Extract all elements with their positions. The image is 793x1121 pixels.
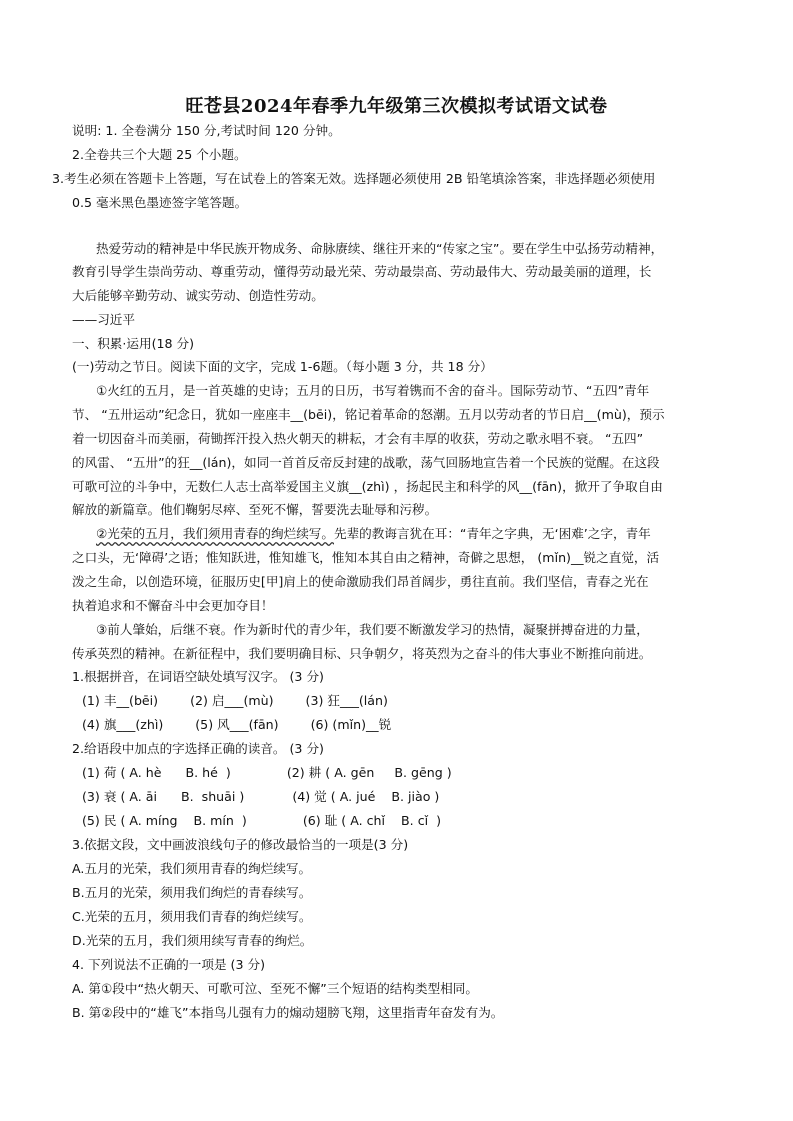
- quote-line-1: 热爱劳动的精神是中华民族开物成务、命脉赓续、继往开来的“传家之宝”。要在学生中弘扬劳动精神，: [96, 241, 664, 256]
- note-3a: 3.考生必须在答题卡上答题，写在试卷上的答案无效。选择题必须使用 2B 铅笔填涂答案，非选择题必须使用: [52, 171, 656, 186]
- question-1-stem: 1.根据拼音，在词语空缺处填写汉字。 (3 分): [72, 669, 324, 684]
- question-2-row-3: (5) 民 ( A. míng B. mín ) (6) 耻 ( A. chǐ B. cǐ ): [82, 813, 442, 828]
- para2-line-2: 之口头，无‘障碍’之语；惟知跃进，惟知雄飞，惟知本其自由之精神，奇僻之思想， (mǐn)__锐之直觉，活: [72, 550, 660, 565]
- para2-line-4: 执着追求和不懈奋斗中会更加夺目！: [72, 598, 274, 613]
- section-1-heading: 一、积累·运用(18 分): [72, 336, 195, 351]
- note-1: 说明: 1. 全卷满分 150 分,考试时间 120 分钟。: [72, 123, 341, 138]
- question-4-option-b: B. 第②段中的“雄飞”本指鸟儿强有力的煽动翅膀飞翔，这里指青年奋发有为。: [72, 1005, 504, 1020]
- para2-line-1-rest: 先辈的教诲言犹在耳：“青年之字典，无‘困难’之字，青年: [333, 526, 651, 541]
- question-2-row-2: (3) 衰 ( A. āi B. shuāi ) (4) 觉 ( A. jué B. jiào ): [82, 789, 440, 804]
- note-3b: 0.5 毫米黑色墨迹签字笔答题。: [72, 195, 248, 210]
- question-3-stem: 3.依据文段，文中画波浪线句子的修改最恰当的一项是(3 分): [72, 837, 409, 852]
- para1-line-4: 的风雷、 “五卅”的狂__(lán)，如同一首首反帝反封建的战歌，荡气回肠地宣告着一个民族的觉醒。在这段: [72, 455, 660, 470]
- para1-line-1: ①火红的五月，是一首英雄的史诗；五月的日历，书写着镌而不舍的奋斗。国际劳动节、“五四”青年: [96, 383, 650, 398]
- para1-line-5: 可歌可泣的斗争中，无数仁人志士高举爱国主义旗__(zhì) ，扬起民主和科学的风__(fān)，掀开了争取自由: [72, 479, 663, 494]
- para3-line-2: 传承英烈的精神。在新征程中，我们要明确目标、只争朝夕，将英烈为之奋斗的伟大事业不断推向前进。: [72, 646, 652, 661]
- question-2-row-1: (1) 荷 ( A. hè B. hé ) (2) 耕 ( A. gēn B. gēng ): [82, 765, 452, 780]
- question-3-option-c: C.光荣的五月，须用我们青春的绚烂续写。: [72, 909, 312, 924]
- question-1-row-2: (4) 旗___(zhì) (5) 风___(fān) (6) (mǐn)__锐: [82, 717, 392, 732]
- question-4-option-a: A. 第①段中“热火朝天、可歌可泣、至死不懈”三个短语的结构类型相同。: [72, 981, 478, 996]
- para3-line-1: ③前人肇始，后继不衰。作为新时代的青少年，我们要不断激发学习的热情，凝聚拼搏奋进的力量，: [96, 622, 649, 637]
- exam-title: 旺苍县2024年春季九年级第三次模拟考试语文试卷: [185, 96, 608, 117]
- quote-line-2: 教育引导学生崇尚劳动、尊重劳动，懂得劳动最光荣、劳动最崇高、劳动最伟大、劳动最美丽的道理，长: [72, 264, 652, 279]
- question-3-option-b: B.五月的光荣，须用我们绚烂的青春续写。: [72, 885, 312, 900]
- quote-author: ——习近平: [72, 312, 135, 327]
- question-3-option-a: A.五月的光荣，我们须用青春的绚烂续写。: [72, 861, 312, 876]
- para1-line-3: 着一切因奋斗而美丽，荷锄挥汗投入热火朝天的耕耘，才会有丰厚的收获，劳动之歌永唱不衰。 “五四”: [72, 431, 644, 446]
- para2-line-3: 泼之生命，以创造环境，征服历史[甲]肩上的使命激励我们昂首阔步，勇往直前。我们坚信，青春之光在: [72, 574, 649, 589]
- para1-line-2: 节、 “五卅运动”纪念日，犹如一座座丰__(bēi)，铭记着革命的怒潮。五月以劳动者的节日启__(mù)，预示: [72, 407, 665, 422]
- question-3-option-d: D.光荣的五月，我们须用续写青春的绚烂。: [72, 933, 313, 948]
- para1-line-6: 解放的新篇章。他们鞠躬尽瘁、至死不懈，誓要洗去耻辱和污秽。: [72, 502, 438, 517]
- para2-line-1: [96, 525, 651, 543]
- quote-line-3: 大后能够辛勤劳动、诚实劳动、创造性劳动。: [72, 288, 324, 303]
- note-2: 2.全卷共三个大题 25 个小题。: [72, 147, 247, 162]
- question-1-row-1: (1) 丰__(bēi) (2) 启___(mù) (3) 狂___(lán): [82, 693, 388, 708]
- wavy-underlined-sentence: ②光荣的五月，我们须用青春的绚烂续写。: [96, 526, 334, 541]
- question-4-stem: 4. 下列说法不正确的一项是 (3 分): [72, 957, 265, 972]
- part-1-heading: (一)劳动之节日。阅读下面的文字，完成 1-6题。（每小题 3 分，共 18 分）: [72, 359, 493, 374]
- question-2-stem: 2.给语段中加点的字选择正确的读音。 (3 分): [72, 741, 324, 756]
